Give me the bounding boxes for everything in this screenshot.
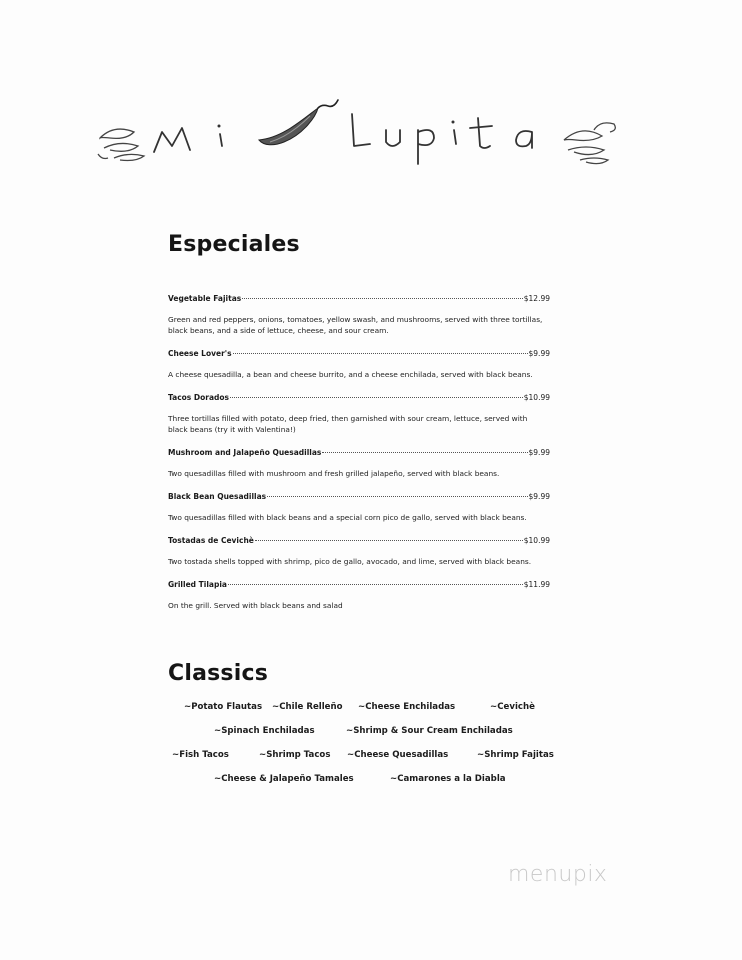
- item-name: Tacos Dorados: [168, 393, 230, 402]
- item-description: Two quesadillas filled with black beans and a special corn pico de gallo, served with black beans.: [168, 513, 527, 522]
- item-price: $10.99: [523, 536, 550, 545]
- menu-item: [168, 490, 550, 523]
- classics-item: ~Spinach Enchiladas: [214, 726, 315, 736]
- classics-item: ~Shrimp & Sour Cream Enchiladas: [346, 726, 513, 736]
- item-name: Vegetable Fajitas: [168, 294, 242, 303]
- menu-item: [168, 446, 550, 479]
- especiales-heading: Especiales: [168, 232, 300, 257]
- right-swirl-ornament: [564, 123, 615, 164]
- classics-item: ~Potato Flautas: [184, 702, 263, 712]
- menu-item: [168, 347, 550, 380]
- classics-item: ~Cheese & Jalapeño Tamales: [214, 774, 354, 784]
- item-description: Three tortillas filled with potato, deep fried, then garnished with sour cream, lettuce, served with black beans (try it with Valentina!): [168, 414, 528, 434]
- dot-leader: [230, 397, 523, 398]
- item-price: $9.99: [528, 448, 550, 457]
- dot-leader: [267, 496, 527, 497]
- menu-item: [168, 534, 550, 567]
- especiales-list: [168, 292, 550, 611]
- classics-item: ~Shrimp Tacos: [259, 750, 331, 760]
- item-name: Grilled Tilapia: [168, 580, 227, 589]
- menu-item: [168, 391, 550, 435]
- item-price: $9.99: [528, 492, 550, 501]
- dot-leader: [228, 584, 523, 585]
- item-description: Green and red peppers, onions, tomatoes, yellow swash, and mushrooms, served with three tortillas, black beans, and a side of lettuce, cheese, and sour cream.: [168, 315, 543, 335]
- item-price: $12.99: [523, 294, 550, 303]
- chile-pepper-icon: [259, 100, 338, 145]
- item-price: $9.99: [528, 349, 550, 358]
- dot-leader: [233, 353, 528, 354]
- classics-item: ~Cheese Enchiladas: [358, 702, 456, 712]
- classics-item: ~Cheese Quesadillas: [347, 750, 449, 760]
- item-description: Two tostada shells topped with shrimp, pico de gallo, avocado, and lime, served with black beans.: [168, 557, 532, 566]
- classics-item: ~Shrimp Fajitas: [477, 750, 554, 760]
- item-price: $11.99: [523, 580, 550, 589]
- classics-item: ~Chile Relleño: [272, 702, 343, 712]
- item-description: Two quesadillas filled with mushroom and fresh grilled jalapeño, served with black beans.: [168, 469, 500, 478]
- classics-item: ~Cevichè: [490, 702, 535, 712]
- item-name: Black Bean Quesadillas: [168, 492, 267, 501]
- item-price: $10.99: [523, 393, 550, 402]
- watermark: menupix: [508, 862, 608, 887]
- classics-item: ~Camarones a la Diabla: [390, 774, 506, 784]
- item-name: Cheese Lover's: [168, 349, 232, 358]
- left-swirl-ornament: [98, 129, 144, 160]
- dot-leader: [255, 540, 523, 541]
- menu-item: [168, 578, 550, 611]
- item-name: Mushroom and Jalapeño Quesadillas: [168, 448, 322, 457]
- menu-item: [168, 292, 550, 336]
- classics-item: ~Fish Tacos: [172, 750, 229, 760]
- classics-heading: Classics: [168, 661, 268, 686]
- item-name: Tostadas de Cevichè: [168, 536, 254, 545]
- item-description: On the grill. Served with black beans and salad: [168, 601, 343, 610]
- dot-leader: [322, 452, 527, 453]
- item-description: A cheese quesadilla, a bean and cheese burrito, and a cheese enchilada, served with black beans.: [168, 370, 533, 379]
- restaurant-logo: [94, 98, 624, 176]
- dot-leader: [242, 298, 523, 299]
